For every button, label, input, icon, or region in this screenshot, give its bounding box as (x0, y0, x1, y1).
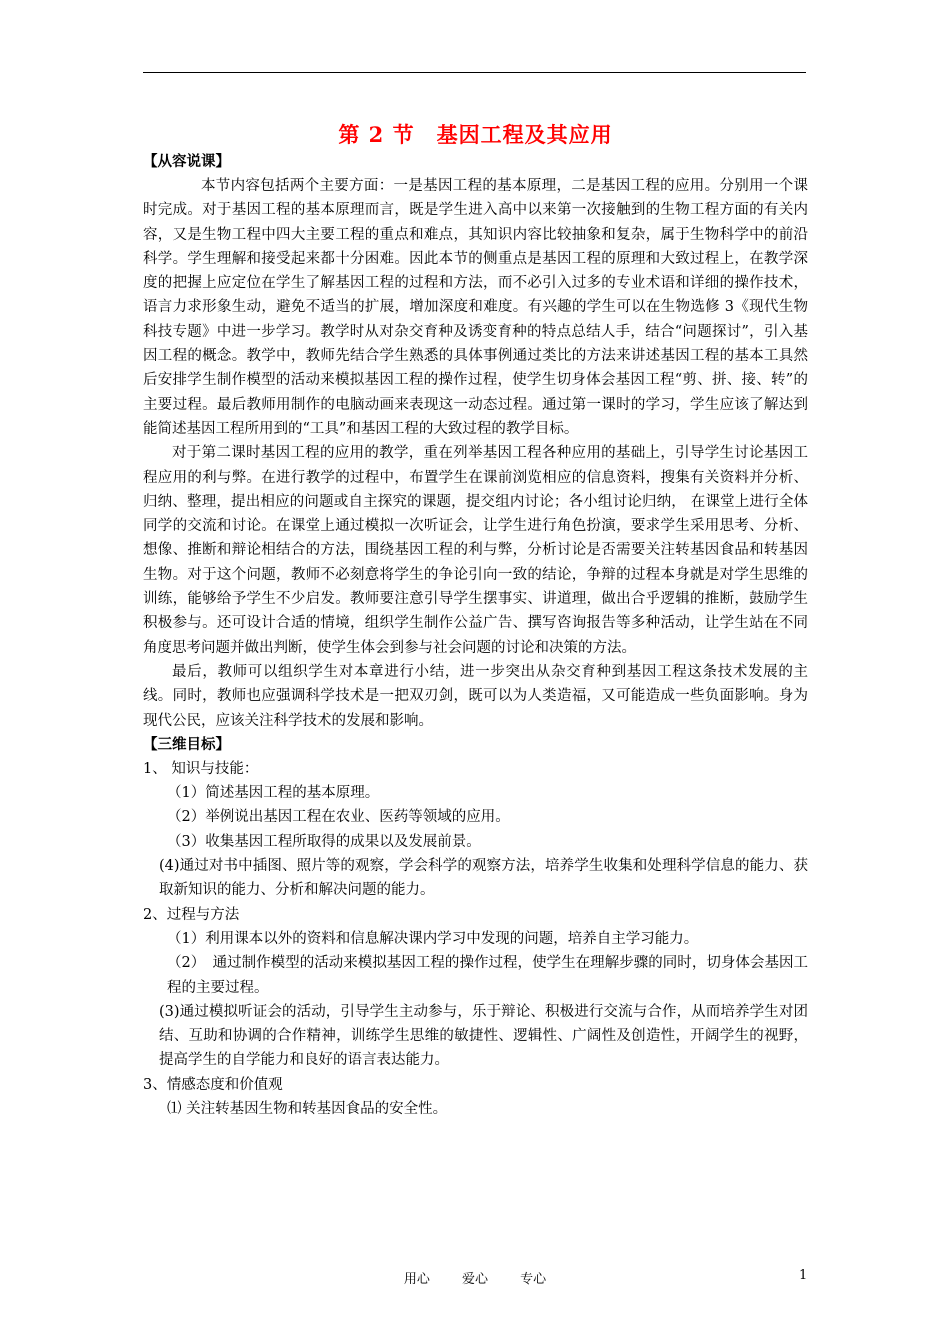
header-rule (143, 72, 806, 73)
footer-word: 专心 (520, 1272, 547, 1287)
goal-label: 2、过程与方法 (143, 906, 240, 923)
goal-item: （2） 通过制作模型的活动来模拟基因工程的操作过程，使学生在理解步骤的同时，切身体会基因工程的主要过程。 (167, 955, 808, 996)
goal-item: (4)通过对书中插图、照片等的观察，学会科学的观察方法，培养学生收集和处理科学信息的能力、获取新知识的能力、分析和解决问题的能力。 (159, 858, 808, 899)
page-number: 1 (799, 1268, 808, 1283)
goal-label: 1、 知识与技能： (143, 760, 259, 777)
section-heading-goals: 【三维目标】 (143, 735, 230, 753)
goal-item: （2）举例说出基因工程在农业、医药等领域的应用。 (167, 809, 510, 826)
goal-item: （1）利用课本以外的资料和信息解决课内学习中发现的问题，培养自主学习能力。 (167, 930, 699, 947)
paragraph: 最后，教师可以组织学生对本章进行小结，进一步突出从杂交育种到基因工程这条技术发展的主线。同时，教师也应强调科学技术是一把双刃剑，既可以为人类造福，又可能造成一些负面影响。身为现代公民，应该关注科学技术的发展和影响。 (143, 663, 808, 729)
footer-word: 爱心 (461, 1272, 488, 1287)
paragraph: 对于第二课时基因工程的应用的教学，重在列举基因工程各种应用的基础上，引导学生讨论基因工程应用的利与弊。在进行教学的过程中，布置学生在课前浏览相应的信息资料，搜集有关资料并分析、归纳、整理，提出相应的问题或自主探究的课题，提交组内讨论；各小组讨论归纳， 在课堂上进行全体同学的交流和讨论。在课堂上通过模拟一次听证会，让学生进行角色扮演，要求学生采用思考、分析、想像、推断和辩论相结合的方法，围绕基因工程的利与弊，分析讨论是否需要关注转基因食品和转基因生物。对于这个问题，教师不必刻意将学生的争论引向一致的结论，争辩的过程本身就是对学生思维的训练，能够给予学生不少启发。教师要注意引导学生摆事实、讲道理，做出合乎逻辑的推断，鼓励学生积极参与。还可设计合适的情境，组织学生制作公益广告、撰写咨询报告等多种活动，让学生站在不同角度思考问题并做出判断，使学生体会到参与社会问题的讨论和决策的方法。 (143, 445, 808, 656)
page-title: 第 2 节 基因工程及其应用 (338, 122, 613, 147)
footer-motto (0, 1268, 950, 1287)
goal-item: ⑴ 关注转基因生物和转基因食品的安全性。 (167, 1100, 448, 1117)
footer-word: 用心 (403, 1272, 430, 1287)
goal-label: 3、情感态度和价值观 (143, 1076, 283, 1093)
goal-item: (3)通过模拟听证会的活动，引导学生主动参与，乐于辩论、积极进行交流与合作，从而培养学生对团结、互助和协调的合作精神，训练学生思维的敏捷性、逻辑性、广阔性及创造性，开阔学生的视野，提高学生的自学能力和良好的语言表达能力。 (159, 1003, 808, 1069)
goal-item: （3）收集基因工程所取得的成果以及发展前景。 (167, 833, 481, 850)
paragraph: 本节内容包括两个主要方面：一是基因工程的基本原理，二是基因工程的应用。分别用一个课时完成。对于基因工程的基本原理而言，既是学生进入高中以来第一次接触到的生物工程方面的有关内容，又是生物工程中四大主要工程的重点和难点，其知识内容比较抽象和复杂，属于生物科学中的前沿科学。学生理解和接受起来都十分困难。因此本节的侧重点是基因工程的原理和大致过程上，在教学深度的把握上应定位在学生了解基因工程的过程和方法，而不必引入过多的专业术语和详细的操作技术，语言力求形象生动，避免不适当的扩展，增加深度和难度。有兴趣的学生可以在生物选修 3《现代生物科技专题》中进一步学习。教学时从对杂交育种及诱变育种的特点总结人手，结合“问题探讨”，引入基因工程的概念。教学中，教师先结合学生熟悉的具体事例通过类比的方法来讲述基因工程的基本工具然后安排学生制作模型的活动来模拟基因工程的操作过程，使学生切身体会基因工程“剪、拼、接、转”的主要过程。最后教师用制作的电脑动画来表现这一动态过程。通过第一课时的学习，学生应该了解达到能简述基因工程所用到的“工具”和基因工程的大致过程的教学目标。 (143, 178, 808, 437)
page-body (143, 120, 808, 1121)
goal-item: （1）简述基因工程的基本原理。 (167, 785, 380, 802)
section-heading-lesson-talk: 【从容说课】 (143, 153, 230, 170)
